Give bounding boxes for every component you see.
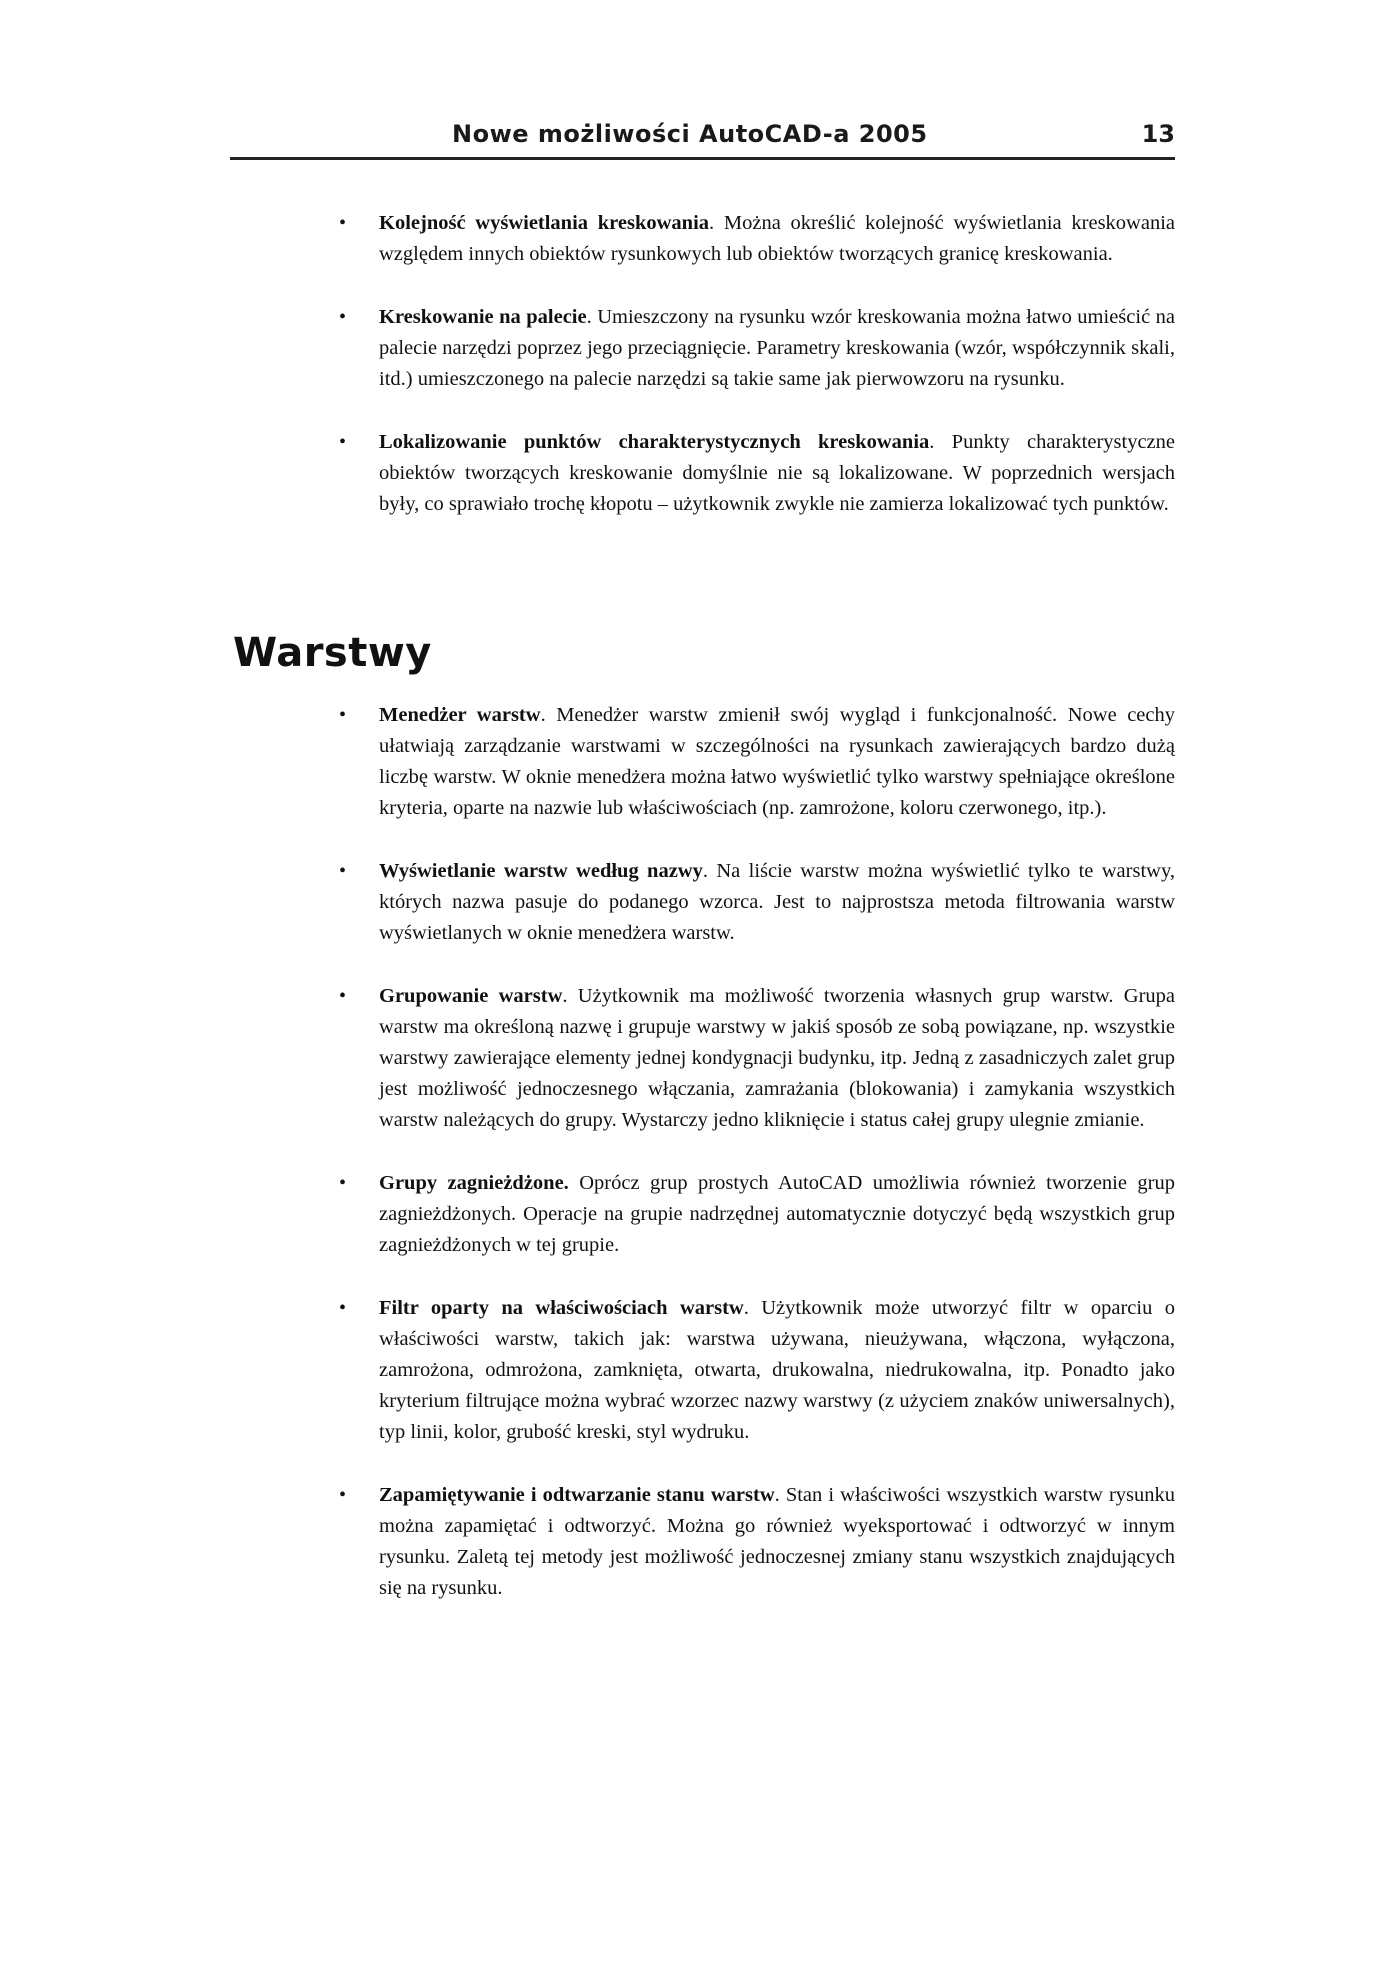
item-text: . Można określić kolejność wyświetlania kreskowania względem innych obiektów rysunkowych lub obiektów tworzących granicę kreskowania. bbox=[379, 212, 1175, 265]
bullet-icon: • bbox=[339, 212, 347, 234]
list-item bbox=[325, 1480, 1175, 1604]
item-text: . Punkty charakterystyczne obiektów tworzących kreskowanie domyślnie nie są lokalizowane. W poprzednich wersjach były, co sprawiało trochę kłopotu – użytkownik zwykle nie zamierza lokalizować tych punktów. bbox=[379, 431, 1175, 515]
list-item bbox=[325, 1168, 1175, 1261]
list-item bbox=[325, 1293, 1175, 1448]
item-lead: Grupy zagnieżdżone. bbox=[379, 1172, 569, 1194]
bullet-icon: • bbox=[339, 431, 347, 453]
list-item bbox=[325, 856, 1175, 949]
bullet-icon: • bbox=[339, 985, 347, 1007]
item-lead: Filtr oparty na właściwościach warstw bbox=[379, 1297, 744, 1319]
item-lead: Wyświetlanie warstw według nazwy bbox=[379, 860, 703, 882]
bullet-icon: • bbox=[339, 860, 347, 882]
list-item bbox=[325, 981, 1175, 1136]
item-lead: Kreskowanie na palecie bbox=[379, 306, 587, 328]
layers-features-list bbox=[325, 700, 1175, 1636]
list-item bbox=[325, 208, 1175, 270]
item-text: . Stan i właściwości wszystkich warstw rysunku można zapamiętać i odtworzyć. Można go również wyeksportować i odtworzyć w innym rysunku. Zaletą tej metody jest możliwość jednoczesnej zmiany stanu wszystkich znajdujących się na rysunku. bbox=[379, 1484, 1175, 1599]
running-header bbox=[230, 118, 1175, 160]
item-text: . Menedżer warstw zmienił swój wygląd i funkcjonalność. Nowe cechy ułatwiają zarządzanie warstwami w szczególności na rysunkach zawierających bardzo dużą liczbę warstw. W oknie menedżera można łatwo wyświetlić tylko warstwy spełniające określone kryteria, oparte na nazwie lub właściwościach (np. zamrożone, koloru czerwonego, itp.). bbox=[379, 704, 1175, 819]
item-text: . Użytkownik może utworzyć filtr w oparciu o właściwości warstw, takich jak: warstwa używana, nieużywana, włączona, wyłączona, zamrożona, odmrożona, zamknięta, otwarta, drukowalna, niedrukowalna, itp. Ponadto jako kryterium filtrujące można wybrać wzorzec nazwy warstwy (z użyciem znaków uniwersalnych), typ linii, kolor, grubość kreski, styl wydruku. bbox=[379, 1297, 1176, 1443]
item-text: . Użytkownik ma możliwość tworzenia własnych grup warstw. Grupa warstw ma określoną nazwę i grupuje warstwy w jakiś sposób ze sobą powiązane, np. wszystkie warstwy zawierające elementy jednej kondygnacji budynku, itp. Jedną z zasadniczych zalet grup jest możliwość jednoczesnego włączania, zamrażania (blokowania) i zamykania wszystkich warstw należących do grupy. Wystarczy jedno kliknięcie i status całej grupy ulegnie zmianie. bbox=[379, 985, 1176, 1131]
page-number: 13 bbox=[1141, 120, 1175, 148]
item-text: . Umieszczony na rysunku wzór kreskowania można łatwo umieścić na palecie narzędzi poprzez jego przeciągnięcie. Parametry kreskowania (wzór, współczynnik skali, itd.) umieszczonego na palecie narzędzi są takie same jak pierwowzoru na rysunku. bbox=[379, 306, 1175, 390]
item-lead: Menedżer warstw bbox=[379, 704, 541, 726]
bullet-icon: • bbox=[339, 1484, 347, 1506]
item-lead: Lokalizowanie punktów charakterystycznych kreskowania bbox=[379, 431, 930, 453]
item-lead: Grupowanie warstw bbox=[379, 985, 563, 1007]
hatching-features-list bbox=[325, 208, 1175, 552]
header-title: Nowe możliwości AutoCAD-a 2005 bbox=[452, 120, 928, 148]
item-lead: Zapamiętywanie i odtwarzanie stanu warstw bbox=[379, 1484, 775, 1506]
list-item bbox=[325, 302, 1175, 395]
bullet-icon: • bbox=[339, 306, 347, 328]
item-lead: Kolejność wyświetlania kreskowania bbox=[379, 212, 710, 234]
bullet-icon: • bbox=[339, 1297, 347, 1319]
bullet-icon: • bbox=[339, 1172, 347, 1194]
bullet-icon: • bbox=[339, 704, 347, 726]
item-text: Oprócz grup prostych AutoCAD umożliwia również tworzenie grup zagnieżdżonych. Operacje na grupie nadrzędnej automatycznie dotyczyć będą wszystkich grup zagnieżdżonych w tej grupie. bbox=[379, 1172, 1175, 1256]
list-item bbox=[325, 700, 1175, 824]
item-text: . Na liście warstw można wyświetlić tylko te warstwy, których nazwa pasuje do podanego wzorca. Jest to najprostsza metoda filtrowania warstw wyświetlanych w oknie menedżera warstw. bbox=[379, 860, 1175, 944]
section-title: Warstwy bbox=[233, 630, 432, 676]
list-item bbox=[325, 427, 1175, 520]
